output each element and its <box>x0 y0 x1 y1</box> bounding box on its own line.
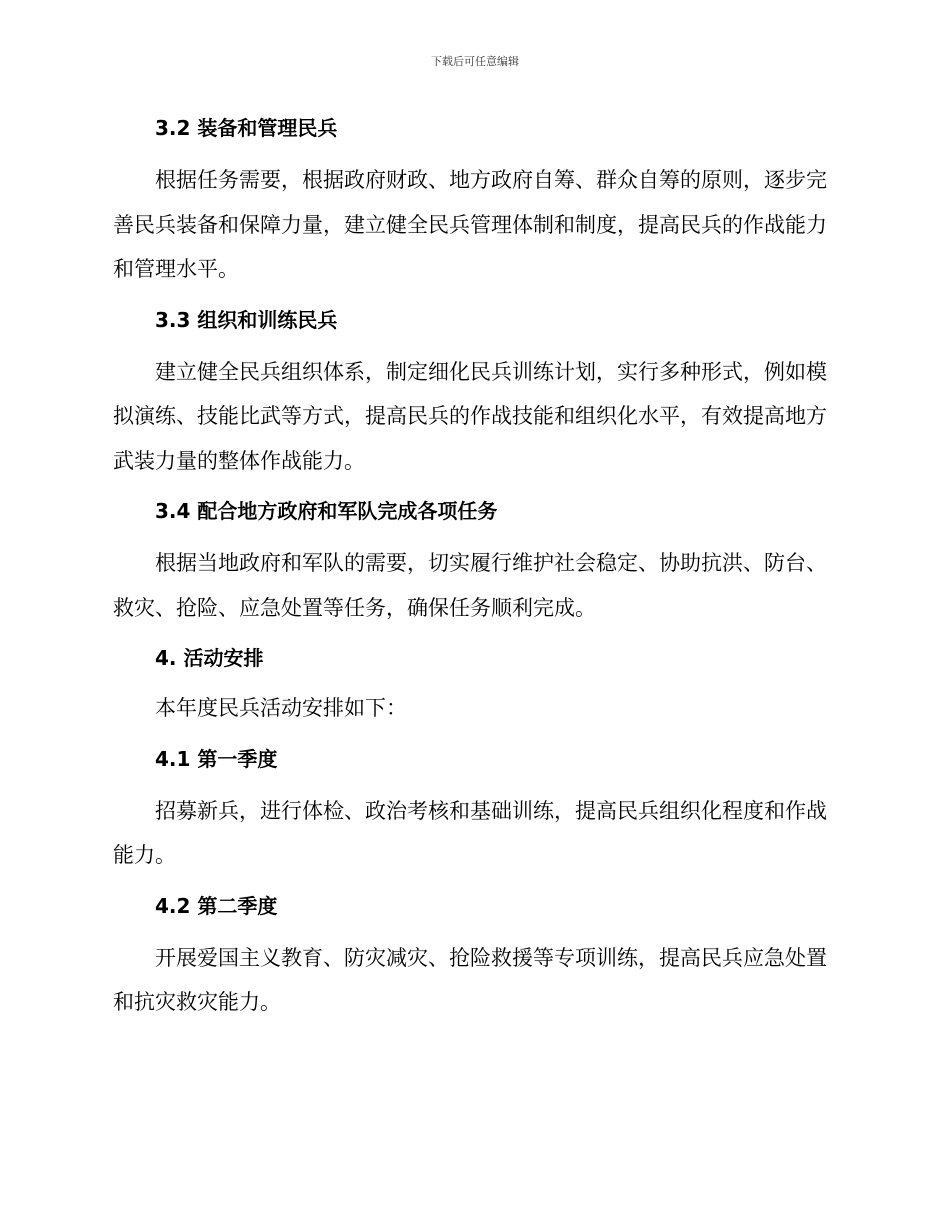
section-heading-3-2: 3.2 装备和管理民兵 <box>155 116 338 140</box>
section-paragraph-4-2: 开展爱国主义教育、防灾减灾、抢险救援等专项训练，提高民兵应急处置和抗灾救灾能力。 <box>113 945 827 1014</box>
document-body <box>113 112 833 1025</box>
section-paragraph-3-3: 建立健全民兵组织体系，制定细化民兵训练计划，实行多种形式，例如模拟演练、技能比武等方式，提高民兵的作战技能和组织化水平，有效提高地方武装力量的整体作战能力。 <box>113 359 827 473</box>
section-heading-3-3: 3.3 组织和训练民兵 <box>155 307 338 332</box>
section-heading-4: 4. 活动安排 <box>155 646 264 670</box>
section-heading-4-1: 4.1 第一季度 <box>155 746 278 771</box>
section-paragraph-4: 本年度民兵活动安排如下： <box>155 696 407 720</box>
section-paragraph-3-4: 根据当地政府和军队的需要，切实履行维护社会稳定、协助抗洪、防台、救灾、抢险、应急处置等任务，确保任务顺利完成。 <box>113 551 827 620</box>
section-heading-3-4: 3.4 配合地方政府和军队完成各项任务 <box>155 499 498 523</box>
section-heading-4-2: 4.2 第二季度 <box>155 893 278 918</box>
section-paragraph-3-2: 根据任务需要，根据政府财政、地方政府自筹、群众自筹的原则，逐步完善民兵装备和保障力量，建立健全民兵管理体制和制度，提高民兵的作战能力和管理水平。 <box>113 168 827 281</box>
page-header-note: 下载后可任意编辑 <box>431 55 519 68</box>
section-paragraph-4-1: 招募新兵，进行体检、政治考核和基础训练，提高民兵组织化程度和作战能力。 <box>113 798 827 867</box>
